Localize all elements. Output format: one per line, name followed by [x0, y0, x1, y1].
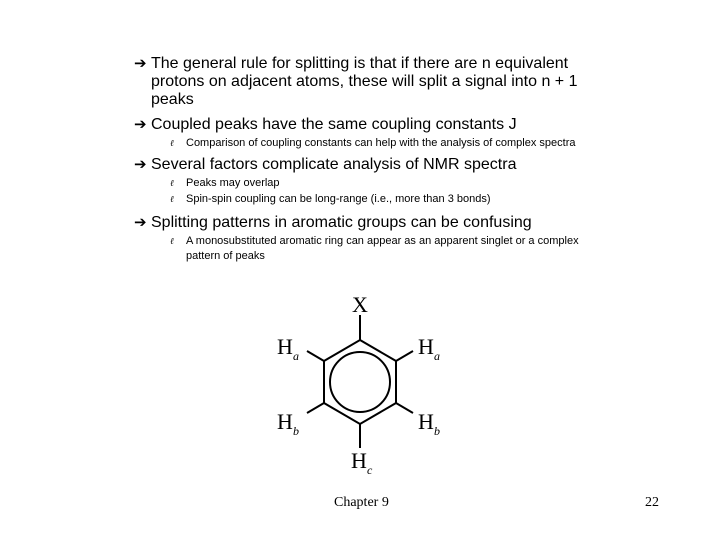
bullet-text: Splitting patterns in aromatic groups can be confusing: [151, 214, 532, 231]
bullet-complicating-factors: [134, 155, 516, 174]
h-label: H: [418, 334, 434, 359]
sub-bullet-icon: ℓ: [170, 195, 174, 205]
benzene-ring-diagram: [265, 288, 455, 483]
arrow-bullet-icon: ➔: [134, 213, 147, 231]
footer-page-number: 22: [645, 495, 659, 510]
arrow-bullet-icon: ➔: [134, 54, 147, 72]
arrow-bullet-icon: ➔: [134, 155, 147, 173]
arrow-bullet-icon: ➔: [134, 115, 147, 133]
sub-bullet-text: A monosubstituted aromatic ring can appear as an apparent singlet or a complex: [186, 235, 579, 247]
bond-hb-right: [396, 403, 413, 413]
bullet-text: The general rule for splitting is that if there are n equivalent: [151, 55, 569, 72]
h-subscript: a: [434, 349, 440, 363]
sub-bullet-text: Comparison of coupling constants can help with the analysis of complex spectra: [186, 137, 576, 149]
h-subscript: c: [367, 463, 373, 477]
substituent-x-label: X: [352, 292, 368, 317]
h-label: H: [351, 448, 367, 473]
bullet-coupling-constants: [134, 115, 517, 134]
bullet-splitting-rule: [134, 54, 577, 109]
sub-bullet-text: Spin-spin coupling can be long-range (i.e., more than 3 bonds): [186, 193, 491, 205]
bond-ha-left: [307, 351, 324, 361]
sub-bullet: [170, 176, 280, 191]
h-label: H: [418, 409, 434, 434]
sub-bullet-icon: ℓ: [170, 179, 174, 189]
sub-bullet-text: Peaks may overlap: [186, 177, 280, 189]
footer-chapter: Chapter 9: [334, 495, 389, 510]
bullet-text: Several factors complicate analysis of NMR spectra: [151, 156, 517, 173]
sub-bullet-text: pattern of peaks: [186, 250, 265, 262]
h-label: H: [277, 409, 293, 434]
bullet-aromatic-patterns: [134, 213, 532, 232]
sub-bullet: [170, 192, 491, 207]
bond-hb-left: [307, 403, 324, 413]
h-subscript: a: [293, 349, 299, 363]
sub-bullet-icon: ℓ: [170, 237, 174, 247]
h-label: H: [277, 334, 293, 359]
h-subscript: b: [293, 424, 299, 438]
sub-bullet-icon: ℓ: [170, 139, 174, 149]
h-subscript: b: [434, 424, 440, 438]
bullet-text: Coupled peaks have the same coupling constants J: [151, 116, 517, 133]
bond-ha-right: [396, 351, 413, 361]
bullet-text: protons on adjacent atoms, these will split a signal into n + 1: [151, 73, 578, 90]
benzene-structure: [265, 288, 455, 483]
sub-bullet: [170, 136, 576, 151]
aromatic-circle: [330, 352, 390, 412]
sub-bullet: [170, 234, 579, 263]
bullet-text: peaks: [151, 91, 194, 108]
